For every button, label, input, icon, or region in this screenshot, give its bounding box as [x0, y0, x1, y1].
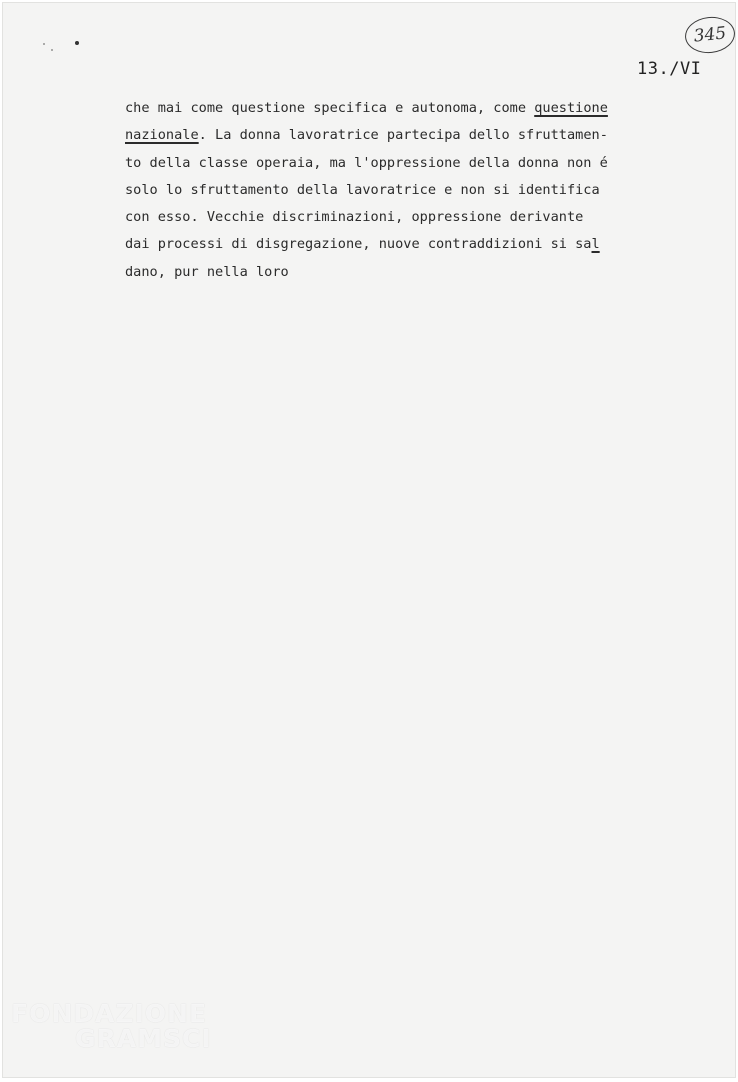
text-line: [125, 150, 665, 177]
underlined-text: l: [591, 236, 600, 253]
text-segment: con esso. Vecchie discriminazioni, oppressione derivante: [125, 209, 584, 226]
text-line: [125, 95, 665, 122]
ink-speck: [43, 43, 45, 45]
body-text: [125, 95, 665, 286]
ink-speck: [75, 41, 79, 45]
text-segment: che mai come questione specifica e autonoma, come: [125, 100, 535, 116]
text-segment: solo lo sfruttamento della lavoratrice e non si identifica: [125, 181, 600, 198]
text-line: [125, 177, 665, 204]
archive-stamp-number: 345: [692, 23, 728, 47]
watermark-line-1: FONDAZIONE: [11, 999, 208, 1028]
text-line: [125, 231, 665, 258]
watermark-line-2: GRAMSCI: [75, 1024, 212, 1053]
archive-stamp: [683, 14, 736, 55]
document-page: [2, 2, 736, 1078]
text-segment: to della classe operaia, ma l'oppressione della donna non é: [125, 154, 608, 171]
page-number: 13./VI: [637, 59, 702, 79]
text-line: [125, 204, 665, 231]
text-segment: . La donna lavoratrice partecipa dello sfruttamen-: [198, 127, 608, 144]
text-segment: dano, pur nella loro: [125, 263, 289, 280]
ink-speck: [51, 49, 53, 51]
underlined-text: nazionale: [125, 127, 199, 144]
watermark-logo: [11, 1001, 212, 1051]
underlined-text: questione: [534, 100, 608, 116]
text-line: [125, 122, 665, 149]
text-line: [125, 259, 665, 286]
text-segment: dai processi di disgregazione, nuove contraddizioni si sa: [125, 236, 592, 253]
